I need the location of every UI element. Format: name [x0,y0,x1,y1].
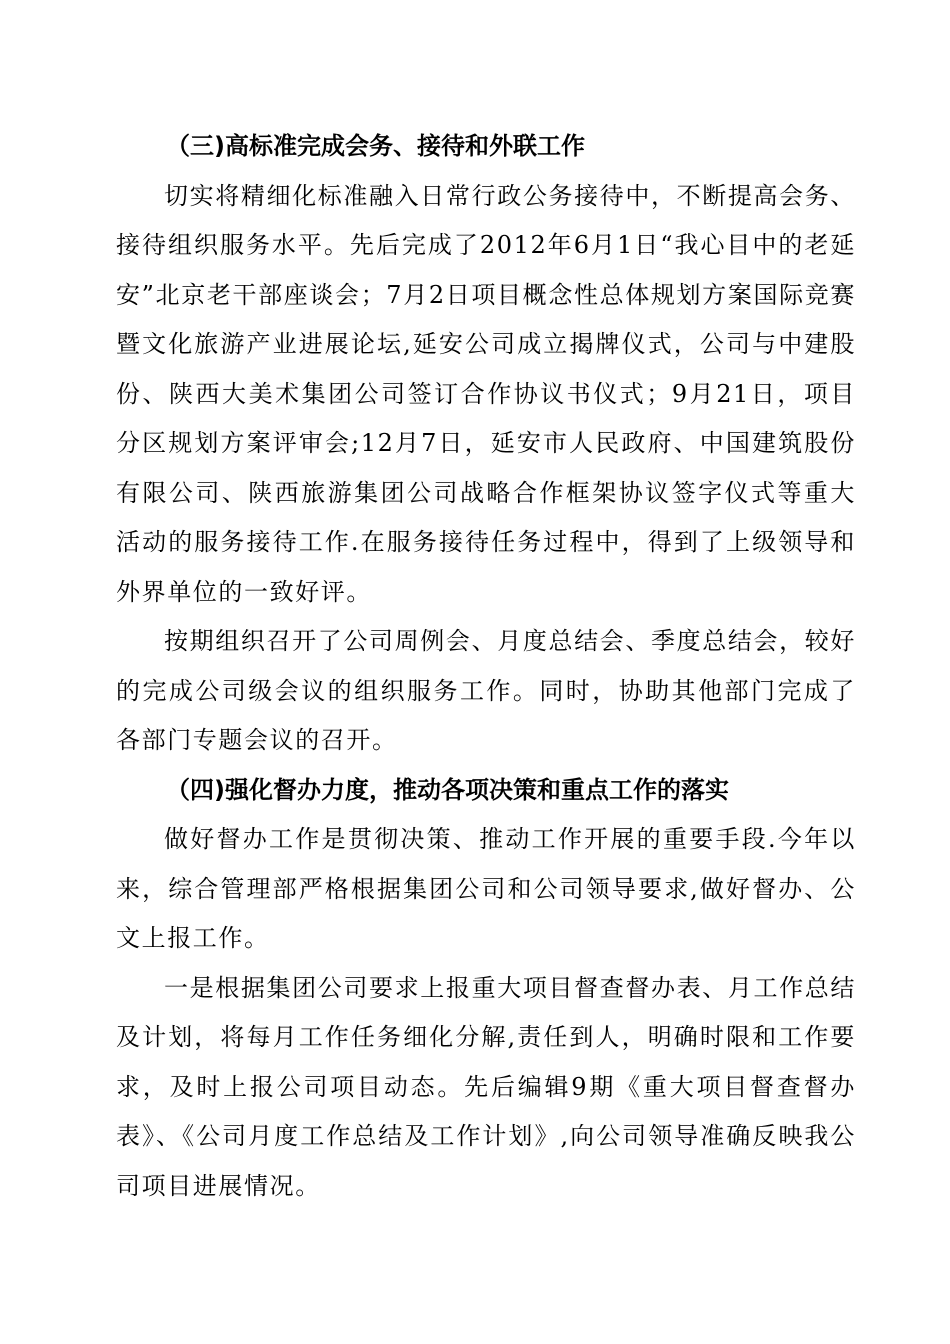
paragraph: 一是根据集团公司要求上报重大项目督查督办表、月工作总结及计划，将每月工作任务细化分解,责任到人，明确时限和工作要求，及时上报公司项目动态。先后编辑9期《重大项目督查督办表》、《公司月度工作总结及工作计划》,向公司领导准确反映我公司项目进展情况。 [116,973,856,1200]
paragraph: 切实将精细化标准融入日常行政公务接待中，不断提高会务、接待组织服务水平。先后完成了2012年6月1日“我心目中的老延安”北京老干部座谈会；7月2日项目概念性总体规划方案国际竞赛暨文化旅游产业进展论坛,延安公司成立揭牌仪式，公司与中建股份、陕西大美术集团公司签订合作协议书仪式；9月21日，项目分区规划方案评审会;12月7日，延安市人民政府、中国建筑股份有限公司、陕西旅游集团公司战略合作框架协议签字仪式等重大活动的服务接待工作.在服务接待任务过程中，得到了上级领导和外界单位的一致好评。 [116,181,856,606]
paragraph: 做好督办工作是贯彻决策、推动工作开展的重要手段.今年以来，综合管理部严格根据集团公司和公司领导要求,做好督办、公文上报工作。 [116,825,856,952]
section-heading-3: （三)高标准完成会务、接待和外联工作 [166,132,585,160]
paragraph: 按期组织召开了公司周例会、月度总结会、季度总结会，较好的完成公司级会议的组织服务工作。同时，协助其他部门完成了各部门专题会议的召开。 [116,627,856,754]
section-heading-4: （四)强化督办力度，推动各项决策和重点工作的落实 [166,775,729,804]
document-body [116,122,856,1211]
